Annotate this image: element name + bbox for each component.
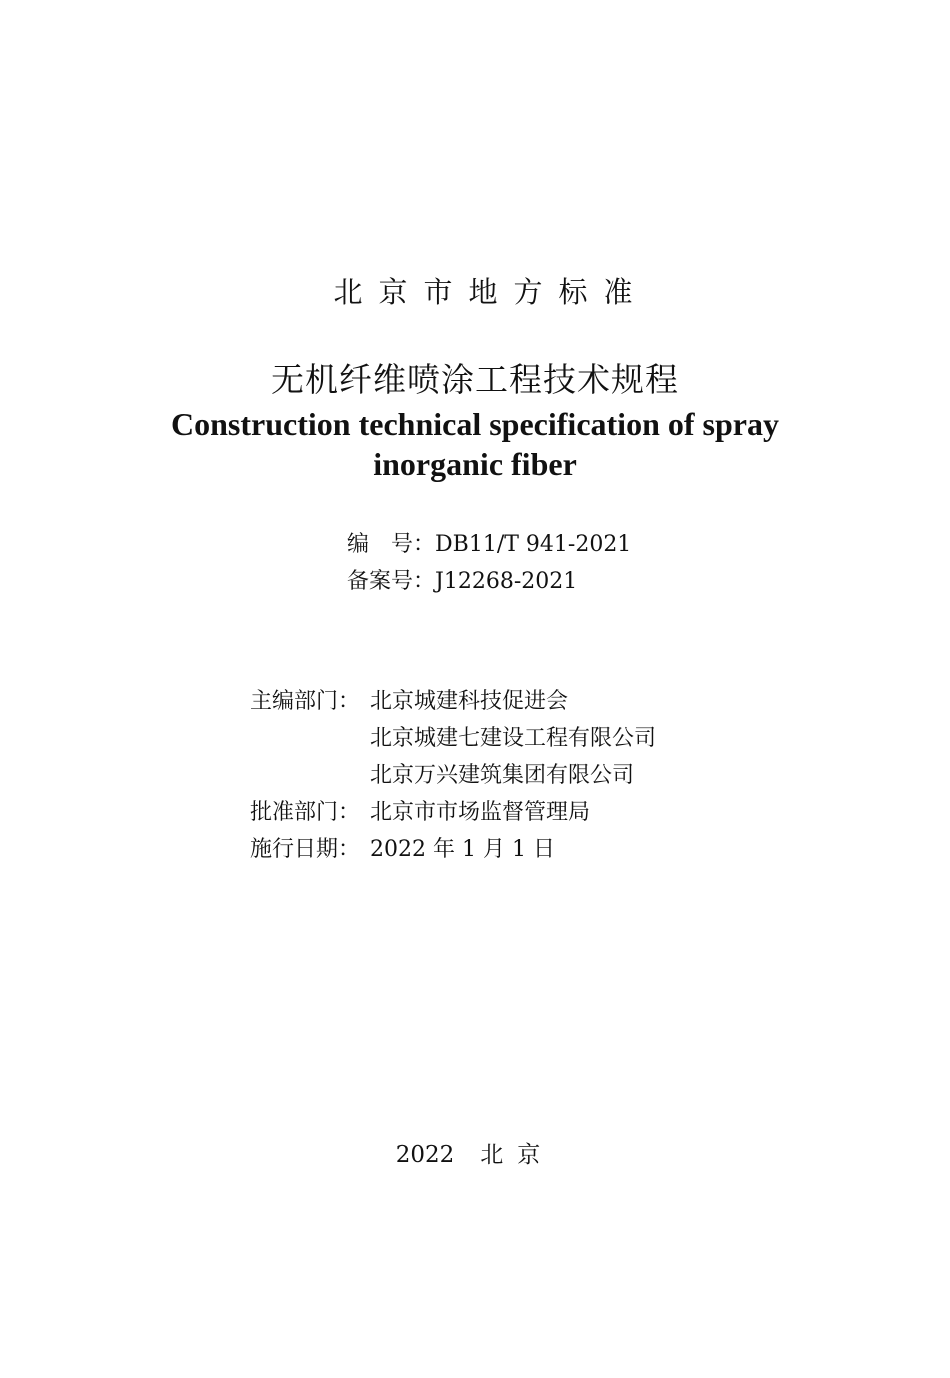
approver-value: 北京市市场监督管理局 — [370, 800, 591, 825]
filing-number-row — [347, 563, 631, 600]
standard-series-heading: 北京市地方标准 — [333, 275, 649, 309]
title-chinese: 无机纤维喷涂工程技术规程 — [271, 360, 679, 399]
editor-row-1 — [250, 683, 656, 720]
standard-number-value: DB11/T 941-2021 — [435, 532, 632, 557]
standard-number-label: 编 号： — [347, 532, 436, 557]
publication-info — [250, 683, 656, 868]
approver-row — [250, 794, 656, 831]
effective-date-value: 2022 年 1 月 1 日 — [370, 837, 555, 862]
editor-row-3 — [250, 757, 656, 794]
filing-number-value: J12268-2021 — [435, 569, 578, 594]
editor-1: 北京城建科技促进会 — [370, 689, 569, 714]
standard-number-row — [347, 526, 631, 563]
title-english-line-1: Construction technical specification of spray — [171, 406, 779, 442]
editor-3: 北京万兴建筑集团有限公司 — [370, 763, 635, 788]
approver-label: 批准部门： — [250, 800, 361, 825]
footer-year: 2022 — [395, 1142, 455, 1168]
effective-date-label: 施行日期： — [250, 837, 361, 862]
filing-number-label: 备案号： — [347, 569, 436, 594]
title-english — [0, 404, 950, 484]
standard-codes — [347, 526, 631, 600]
footer-city: 北京 — [480, 1142, 555, 1168]
footer-imprint — [0, 1138, 950, 1172]
title-english-line-2: inorganic fiber — [373, 446, 577, 482]
editor-label: 主编部门： — [250, 689, 361, 714]
effective-date-row — [250, 831, 656, 868]
editor-row-2 — [250, 720, 656, 757]
editor-2: 北京城建七建设工程有限公司 — [370, 726, 657, 751]
